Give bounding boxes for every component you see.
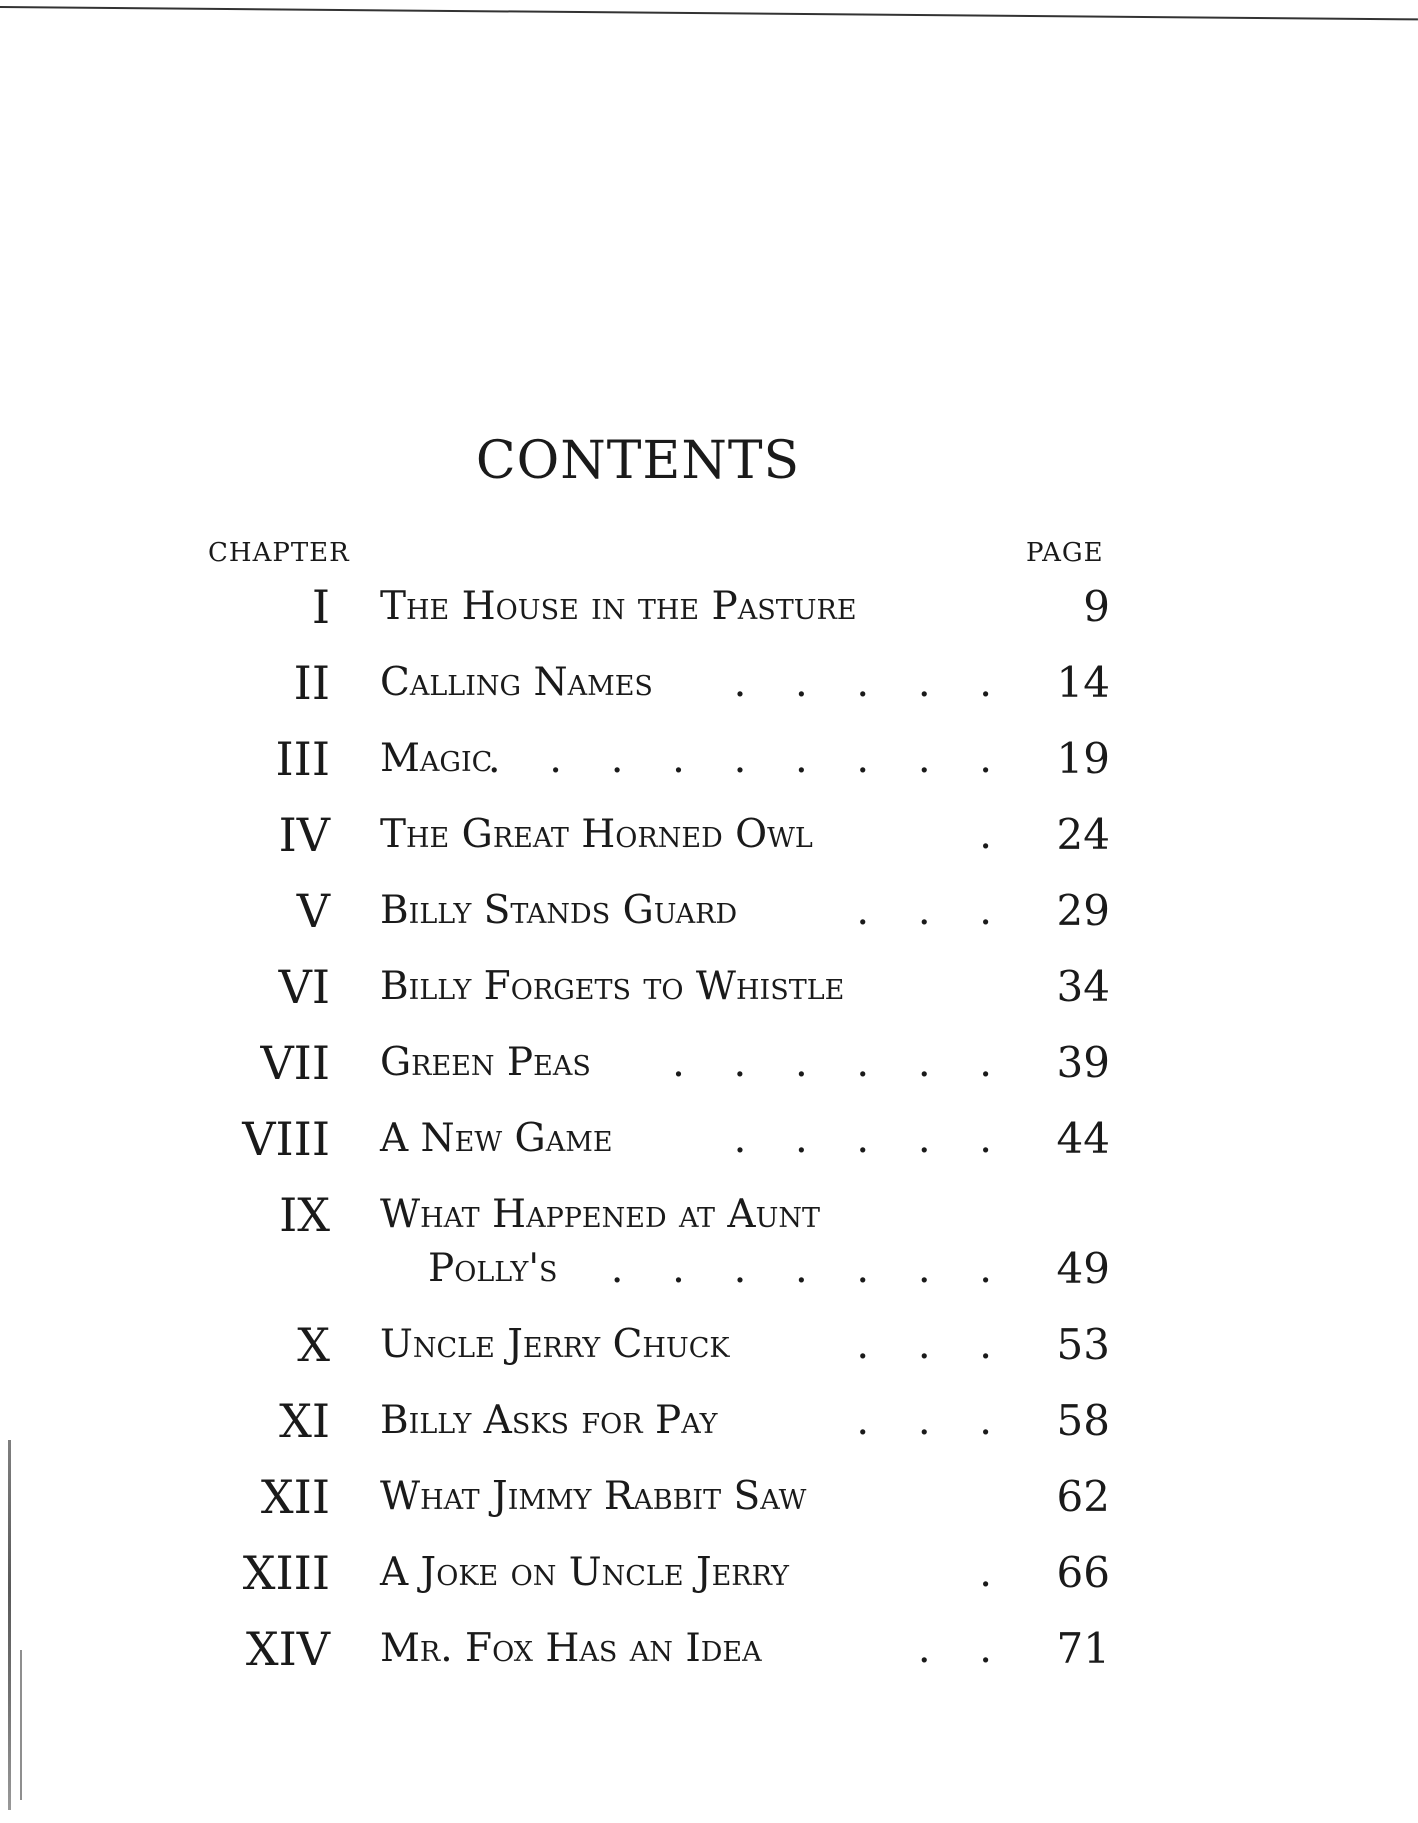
chapter-numeral: VII xyxy=(260,1036,330,1090)
chapter-title: A New Game xyxy=(380,1116,613,1161)
page-column-label: PAGE xyxy=(1026,538,1104,568)
chapter-title: What Happened at Aunt xyxy=(380,1192,820,1237)
toc-row xyxy=(0,1392,1418,1450)
page-number: 71 xyxy=(1056,1624,1110,1673)
page-number: 49 xyxy=(1056,1244,1110,1293)
chapter-numeral: III xyxy=(275,732,330,786)
chapter-numeral: XIV xyxy=(245,1622,330,1676)
chapter-title: Mr. Fox Has an Idea xyxy=(380,1626,762,1671)
dot-leader: . . . . . . . . . xyxy=(487,736,1010,782)
chapter-numeral: IV xyxy=(278,808,330,862)
dot-leader: . . xyxy=(917,1626,1010,1672)
chapter-title: Magic xyxy=(380,736,493,781)
chapter-title: Green Peas xyxy=(380,1040,591,1085)
chapter-numeral: V xyxy=(296,884,330,938)
page-number: 58 xyxy=(1056,1396,1110,1445)
chapter-title-continuation: Polly's xyxy=(428,1246,558,1291)
toc-row xyxy=(0,1110,1418,1168)
chapter-title: Uncle Jerry Chuck xyxy=(380,1322,730,1367)
dot-leader: . xyxy=(979,1550,1010,1596)
page-number: 34 xyxy=(1056,962,1110,1011)
page-number: 39 xyxy=(1056,1038,1110,1087)
page-title: CONTENTS xyxy=(475,431,801,491)
dot-leader: . . . xyxy=(856,1322,1010,1368)
dot-leader: . . . xyxy=(856,888,1010,934)
toc-row xyxy=(0,882,1418,940)
dot-leader: . . . . . . . xyxy=(610,1246,1010,1292)
page-number: 62 xyxy=(1056,1472,1110,1521)
chapter-numeral: IX xyxy=(279,1188,330,1242)
dot-leader: . . . xyxy=(856,1398,1010,1444)
toc-row xyxy=(0,654,1418,712)
toc-row xyxy=(0,958,1418,1016)
toc-row-continuation xyxy=(0,1240,1418,1298)
page-number: 24 xyxy=(1056,810,1110,859)
chapter-numeral: X xyxy=(297,1318,330,1372)
page-number: 19 xyxy=(1056,734,1110,783)
dot-leader: . xyxy=(979,812,1010,858)
dot-leader: . . . . . xyxy=(733,660,1010,706)
chapter-column-label: CHAPTER xyxy=(208,538,350,568)
toc-row xyxy=(0,1186,1418,1244)
page-top-edge xyxy=(0,6,1418,20)
chapter-numeral: XII xyxy=(260,1470,330,1524)
chapter-title: The Great Horned Owl xyxy=(380,812,813,857)
page-number: 9 xyxy=(1083,582,1110,631)
toc-row xyxy=(0,730,1418,788)
dot-leader: . . . . . . xyxy=(672,1040,1010,1086)
chapter-title: Billy Stands Guard xyxy=(380,888,738,933)
chapter-title: Billy Asks for Pay xyxy=(380,1398,718,1443)
toc-row xyxy=(0,578,1418,636)
chapter-title: A Joke on Uncle Jerry xyxy=(380,1550,789,1595)
chapter-title: Billy Forgets to Whistle xyxy=(380,964,845,1009)
page-number: 14 xyxy=(1056,658,1110,707)
chapter-title: Calling Names xyxy=(380,660,653,705)
toc-row xyxy=(0,1620,1418,1678)
toc-row xyxy=(0,1316,1418,1374)
chapter-numeral: VI xyxy=(278,960,330,1014)
toc-row xyxy=(0,1468,1418,1526)
chapter-numeral: II xyxy=(293,656,330,710)
chapter-title: What Jimmy Rabbit Saw xyxy=(380,1474,807,1519)
toc-row xyxy=(0,1544,1418,1602)
toc-row xyxy=(0,806,1418,864)
page-number: 44 xyxy=(1056,1114,1110,1163)
chapter-numeral: XIII xyxy=(242,1546,330,1600)
page-number: 53 xyxy=(1056,1320,1110,1369)
dot-leader: . . . . . xyxy=(733,1116,1010,1162)
toc-row xyxy=(0,1034,1418,1092)
chapter-title: The House in the Pasture xyxy=(380,584,857,629)
chapter-numeral: I xyxy=(311,580,330,634)
page-number: 66 xyxy=(1056,1548,1110,1597)
page-number: 29 xyxy=(1056,886,1110,935)
chapter-numeral: XI xyxy=(279,1394,330,1448)
chapter-numeral: VIII xyxy=(242,1112,330,1166)
